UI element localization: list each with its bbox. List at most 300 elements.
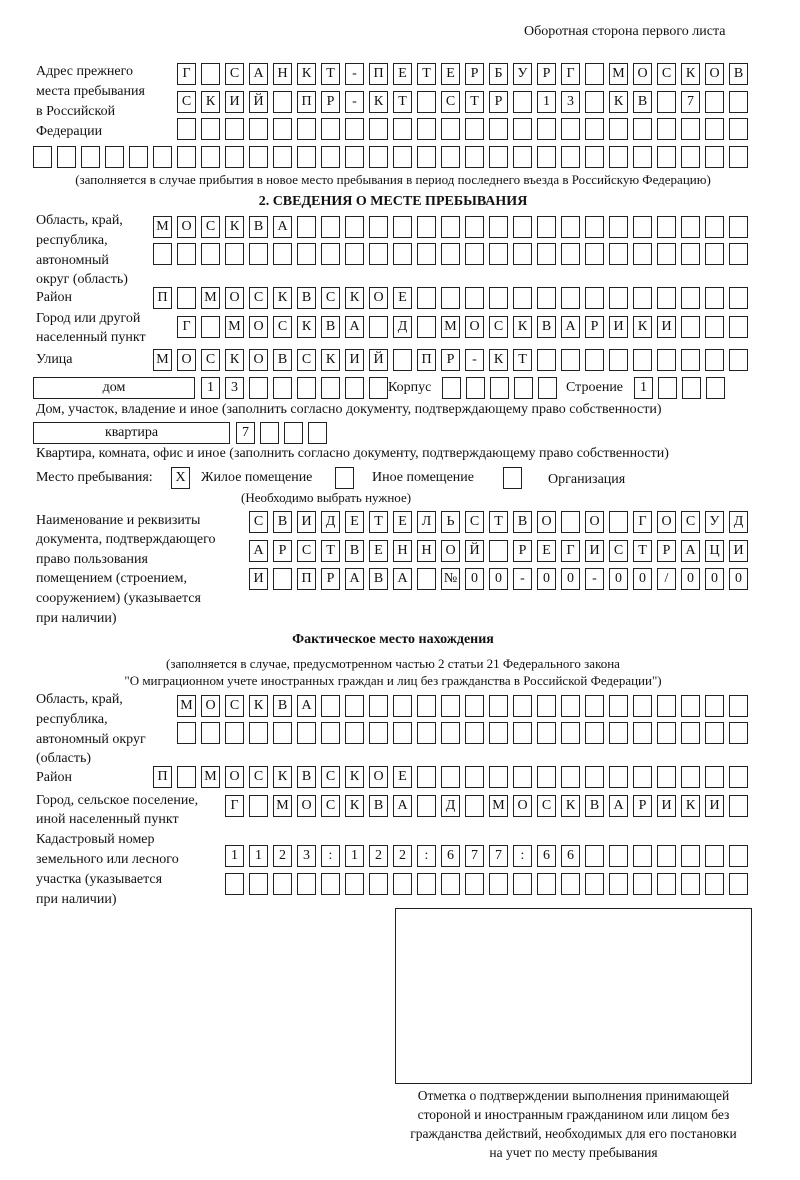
char-cell[interactable]: [489, 146, 508, 168]
char-cell[interactable]: К: [249, 695, 268, 717]
char-cell[interactable]: [705, 243, 724, 265]
char-cell[interactable]: С: [297, 540, 316, 562]
char-cell[interactable]: С: [249, 511, 268, 533]
char-cell[interactable]: К: [345, 766, 364, 788]
char-cell[interactable]: [177, 118, 196, 140]
char-cell[interactable]: Р: [633, 795, 652, 817]
apartment-type-field[interactable]: квартира: [33, 422, 230, 444]
char-cell[interactable]: [177, 287, 196, 309]
char-cell[interactable]: [441, 695, 460, 717]
char-cell[interactable]: [513, 146, 532, 168]
char-cell[interactable]: О: [297, 795, 316, 817]
char-cell[interactable]: Д: [441, 795, 460, 817]
char-cell[interactable]: 7: [489, 845, 508, 867]
char-cell[interactable]: [345, 216, 364, 238]
char-cell[interactable]: О: [249, 349, 268, 371]
char-cell[interactable]: [657, 118, 676, 140]
char-cell[interactable]: [321, 695, 340, 717]
char-cell[interactable]: [657, 91, 676, 113]
char-cell[interactable]: [585, 766, 604, 788]
char-cell[interactable]: [441, 287, 460, 309]
char-cell[interactable]: [417, 91, 436, 113]
char-cell[interactable]: [225, 873, 244, 895]
char-cell[interactable]: 0: [705, 568, 724, 590]
char-cell[interactable]: [609, 146, 628, 168]
char-cell[interactable]: [633, 146, 652, 168]
char-cell[interactable]: [585, 118, 604, 140]
char-cell[interactable]: О: [537, 511, 556, 533]
char-cell[interactable]: [249, 118, 268, 140]
char-cell[interactable]: А: [297, 695, 316, 717]
char-cell[interactable]: [417, 568, 436, 590]
char-cell[interactable]: [681, 316, 700, 338]
char-cell[interactable]: [609, 722, 628, 744]
char-cell[interactable]: [273, 568, 292, 590]
char-cell[interactable]: С: [297, 349, 316, 371]
char-cell[interactable]: [609, 243, 628, 265]
char-cell[interactable]: [681, 349, 700, 371]
char-cell[interactable]: [417, 118, 436, 140]
char-cell[interactable]: С: [249, 766, 268, 788]
char-cell[interactable]: [321, 243, 340, 265]
char-cell[interactable]: Т: [393, 91, 412, 113]
char-cell[interactable]: [369, 216, 388, 238]
char-cell[interactable]: [489, 118, 508, 140]
char-cell[interactable]: В: [369, 795, 388, 817]
char-cell[interactable]: [249, 243, 268, 265]
char-cell[interactable]: [609, 695, 628, 717]
char-cell[interactable]: [513, 722, 532, 744]
char-cell[interactable]: 3: [297, 845, 316, 867]
char-cell[interactable]: К: [297, 316, 316, 338]
char-cell[interactable]: [537, 349, 556, 371]
char-cell[interactable]: П: [297, 568, 316, 590]
char-cell[interactable]: М: [201, 766, 220, 788]
char-cell[interactable]: [561, 216, 580, 238]
char-cell[interactable]: [513, 216, 532, 238]
char-cell[interactable]: Е: [369, 540, 388, 562]
char-cell[interactable]: 7: [465, 845, 484, 867]
char-cell[interactable]: Р: [441, 349, 460, 371]
char-cell[interactable]: [729, 695, 748, 717]
char-cell[interactable]: [201, 316, 220, 338]
char-cell[interactable]: [417, 766, 436, 788]
char-cell[interactable]: [561, 287, 580, 309]
char-cell[interactable]: В: [633, 91, 652, 113]
char-cell[interactable]: [609, 873, 628, 895]
char-cell[interactable]: И: [585, 540, 604, 562]
char-cell[interactable]: С: [657, 63, 676, 85]
char-cell[interactable]: [153, 146, 172, 168]
char-cell[interactable]: [177, 766, 196, 788]
char-cell[interactable]: [681, 216, 700, 238]
char-cell[interactable]: [369, 146, 388, 168]
char-cell[interactable]: [177, 722, 196, 744]
char-cell[interactable]: [729, 316, 748, 338]
char-cell[interactable]: О: [441, 540, 460, 562]
char-cell[interactable]: [681, 845, 700, 867]
char-cell[interactable]: [201, 63, 220, 85]
char-cell[interactable]: [514, 377, 533, 399]
char-cell[interactable]: Р: [273, 540, 292, 562]
char-cell[interactable]: К: [513, 316, 532, 338]
char-cell[interactable]: [729, 146, 748, 168]
char-cell[interactable]: [561, 873, 580, 895]
char-cell[interactable]: [393, 216, 412, 238]
char-cell[interactable]: [513, 766, 532, 788]
char-cell[interactable]: И: [657, 795, 676, 817]
char-cell[interactable]: С: [249, 287, 268, 309]
char-cell[interactable]: [537, 243, 556, 265]
char-cell[interactable]: [657, 722, 676, 744]
char-cell[interactable]: [537, 146, 556, 168]
char-cell[interactable]: [729, 766, 748, 788]
char-cell[interactable]: [633, 722, 652, 744]
char-cell[interactable]: [537, 766, 556, 788]
char-cell[interactable]: [201, 722, 220, 744]
char-cell[interactable]: Е: [345, 511, 364, 533]
char-cell[interactable]: [633, 118, 652, 140]
char-cell[interactable]: И: [345, 349, 364, 371]
char-cell[interactable]: Ь: [441, 511, 460, 533]
char-cell[interactable]: [369, 316, 388, 338]
char-cell[interactable]: 1: [537, 91, 556, 113]
char-cell[interactable]: [633, 845, 652, 867]
char-cell[interactable]: [417, 216, 436, 238]
char-cell[interactable]: 0: [489, 568, 508, 590]
char-cell[interactable]: С: [177, 91, 196, 113]
char-cell[interactable]: О: [369, 766, 388, 788]
char-cell[interactable]: [297, 873, 316, 895]
char-cell[interactable]: [465, 118, 484, 140]
char-cell[interactable]: [705, 146, 724, 168]
char-cell[interactable]: [489, 216, 508, 238]
char-cell[interactable]: Д: [393, 316, 412, 338]
char-cell[interactable]: -: [585, 568, 604, 590]
char-cell[interactable]: [729, 287, 748, 309]
char-cell[interactable]: 1: [634, 377, 653, 399]
char-cell[interactable]: Т: [321, 540, 340, 562]
char-cell[interactable]: Т: [321, 63, 340, 85]
char-cell[interactable]: [513, 91, 532, 113]
char-cell[interactable]: [705, 766, 724, 788]
char-cell[interactable]: [489, 243, 508, 265]
char-cell[interactable]: О: [201, 695, 220, 717]
char-cell[interactable]: [57, 146, 76, 168]
char-cell[interactable]: А: [393, 795, 412, 817]
char-cell[interactable]: [537, 216, 556, 238]
char-cell[interactable]: Р: [657, 540, 676, 562]
char-cell[interactable]: 0: [537, 568, 556, 590]
char-cell[interactable]: М: [153, 216, 172, 238]
char-cell[interactable]: [393, 243, 412, 265]
char-cell[interactable]: Г: [633, 511, 652, 533]
char-cell[interactable]: С: [537, 795, 556, 817]
char-cell[interactable]: Р: [465, 63, 484, 85]
char-cell[interactable]: [633, 243, 652, 265]
char-cell[interactable]: [705, 316, 724, 338]
char-cell[interactable]: [417, 795, 436, 817]
char-cell[interactable]: [393, 873, 412, 895]
char-cell[interactable]: П: [417, 349, 436, 371]
char-cell[interactable]: В: [537, 316, 556, 338]
char-cell[interactable]: 1: [225, 845, 244, 867]
house-type-field[interactable]: дом: [33, 377, 195, 399]
char-cell[interactable]: С: [489, 316, 508, 338]
char-cell[interactable]: [345, 722, 364, 744]
char-cell[interactable]: [682, 377, 701, 399]
char-cell[interactable]: П: [153, 766, 172, 788]
char-cell[interactable]: 6: [561, 845, 580, 867]
char-cell[interactable]: 6: [441, 845, 460, 867]
char-cell[interactable]: Г: [225, 795, 244, 817]
char-cell[interactable]: [465, 722, 484, 744]
char-cell[interactable]: М: [153, 349, 172, 371]
char-cell[interactable]: [537, 873, 556, 895]
char-cell[interactable]: [297, 722, 316, 744]
char-cell[interactable]: К: [225, 349, 244, 371]
char-cell[interactable]: [729, 795, 748, 817]
char-cell[interactable]: 0: [729, 568, 748, 590]
char-cell[interactable]: К: [561, 795, 580, 817]
char-cell[interactable]: [705, 873, 724, 895]
char-cell[interactable]: [273, 118, 292, 140]
char-cell[interactable]: [369, 243, 388, 265]
char-cell[interactable]: [273, 722, 292, 744]
char-cell[interactable]: [513, 118, 532, 140]
char-cell[interactable]: [260, 422, 279, 444]
char-cell[interactable]: В: [321, 316, 340, 338]
char-cell[interactable]: М: [441, 316, 460, 338]
char-cell[interactable]: [681, 146, 700, 168]
char-cell[interactable]: [345, 377, 364, 399]
char-cell[interactable]: :: [513, 845, 532, 867]
char-cell[interactable]: И: [729, 540, 748, 562]
char-cell[interactable]: [490, 377, 509, 399]
char-cell[interactable]: [273, 243, 292, 265]
char-cell[interactable]: [441, 118, 460, 140]
char-cell[interactable]: [249, 377, 268, 399]
char-cell[interactable]: [345, 695, 364, 717]
checkbox-residential[interactable]: X: [171, 467, 190, 489]
char-cell[interactable]: [489, 766, 508, 788]
char-cell[interactable]: С: [225, 695, 244, 717]
char-cell[interactable]: 2: [273, 845, 292, 867]
char-cell[interactable]: /: [657, 568, 676, 590]
char-cell[interactable]: [417, 146, 436, 168]
char-cell[interactable]: О: [225, 766, 244, 788]
char-cell[interactable]: [225, 722, 244, 744]
char-cell[interactable]: [489, 540, 508, 562]
char-cell[interactable]: Г: [177, 63, 196, 85]
char-cell[interactable]: [441, 722, 460, 744]
char-cell[interactable]: [561, 349, 580, 371]
char-cell[interactable]: [249, 146, 268, 168]
char-cell[interactable]: [585, 845, 604, 867]
char-cell[interactable]: [561, 243, 580, 265]
char-cell[interactable]: [441, 216, 460, 238]
char-cell[interactable]: Е: [441, 63, 460, 85]
char-cell[interactable]: [705, 118, 724, 140]
char-cell[interactable]: [201, 243, 220, 265]
char-cell[interactable]: Е: [537, 540, 556, 562]
char-cell[interactable]: О: [177, 216, 196, 238]
char-cell[interactable]: [249, 795, 268, 817]
char-cell[interactable]: 2: [393, 845, 412, 867]
char-cell[interactable]: А: [561, 316, 580, 338]
char-cell[interactable]: [729, 722, 748, 744]
char-cell[interactable]: С: [273, 316, 292, 338]
char-cell[interactable]: [321, 722, 340, 744]
char-cell[interactable]: [729, 243, 748, 265]
char-cell[interactable]: [273, 91, 292, 113]
char-cell[interactable]: [369, 695, 388, 717]
char-cell[interactable]: [705, 216, 724, 238]
char-cell[interactable]: [442, 377, 461, 399]
char-cell[interactable]: [537, 118, 556, 140]
char-cell[interactable]: Т: [513, 349, 532, 371]
char-cell[interactable]: [177, 243, 196, 265]
char-cell[interactable]: [466, 377, 485, 399]
char-cell[interactable]: В: [249, 216, 268, 238]
char-cell[interactable]: [537, 287, 556, 309]
char-cell[interactable]: К: [345, 287, 364, 309]
char-cell[interactable]: [417, 316, 436, 338]
char-cell[interactable]: М: [273, 795, 292, 817]
char-cell[interactable]: [561, 146, 580, 168]
char-cell[interactable]: №: [441, 568, 460, 590]
char-cell[interactable]: Й: [249, 91, 268, 113]
char-cell[interactable]: [657, 695, 676, 717]
char-cell[interactable]: К: [321, 349, 340, 371]
char-cell[interactable]: [561, 722, 580, 744]
char-cell[interactable]: [585, 722, 604, 744]
char-cell[interactable]: [633, 766, 652, 788]
char-cell[interactable]: [393, 118, 412, 140]
char-cell[interactable]: 0: [465, 568, 484, 590]
char-cell[interactable]: И: [225, 91, 244, 113]
char-cell[interactable]: К: [633, 316, 652, 338]
char-cell[interactable]: [657, 216, 676, 238]
char-cell[interactable]: 2: [369, 845, 388, 867]
char-cell[interactable]: [585, 873, 604, 895]
char-cell[interactable]: И: [609, 316, 628, 338]
char-cell[interactable]: И: [705, 795, 724, 817]
char-cell[interactable]: [705, 845, 724, 867]
char-cell[interactable]: -: [513, 568, 532, 590]
char-cell[interactable]: Г: [177, 316, 196, 338]
char-cell[interactable]: [321, 873, 340, 895]
char-cell[interactable]: [633, 287, 652, 309]
char-cell[interactable]: [489, 695, 508, 717]
char-cell[interactable]: Р: [537, 63, 556, 85]
char-cell[interactable]: В: [369, 568, 388, 590]
char-cell[interactable]: И: [657, 316, 676, 338]
char-cell[interactable]: [465, 243, 484, 265]
char-cell[interactable]: В: [513, 511, 532, 533]
char-cell[interactable]: [585, 63, 604, 85]
char-cell[interactable]: С: [321, 287, 340, 309]
char-cell[interactable]: С: [465, 511, 484, 533]
char-cell[interactable]: [345, 873, 364, 895]
char-cell[interactable]: Т: [369, 511, 388, 533]
char-cell[interactable]: Н: [393, 540, 412, 562]
char-cell[interactable]: [129, 146, 148, 168]
char-cell[interactable]: [657, 873, 676, 895]
char-cell[interactable]: [609, 287, 628, 309]
char-cell[interactable]: [609, 216, 628, 238]
char-cell[interactable]: [657, 845, 676, 867]
char-cell[interactable]: [489, 287, 508, 309]
char-cell[interactable]: Г: [561, 540, 580, 562]
char-cell[interactable]: [585, 695, 604, 717]
char-cell[interactable]: :: [417, 845, 436, 867]
char-cell[interactable]: О: [513, 795, 532, 817]
char-cell[interactable]: [417, 873, 436, 895]
char-cell[interactable]: [369, 873, 388, 895]
char-cell[interactable]: М: [489, 795, 508, 817]
char-cell[interactable]: [297, 216, 316, 238]
char-cell[interactable]: [633, 216, 652, 238]
char-cell[interactable]: -: [345, 63, 364, 85]
char-cell[interactable]: [321, 118, 340, 140]
char-cell[interactable]: [657, 146, 676, 168]
char-cell[interactable]: [513, 695, 532, 717]
char-cell[interactable]: [369, 118, 388, 140]
char-cell[interactable]: К: [681, 63, 700, 85]
char-cell[interactable]: [657, 766, 676, 788]
char-cell[interactable]: В: [273, 349, 292, 371]
char-cell[interactable]: 1: [201, 377, 220, 399]
char-cell[interactable]: [441, 873, 460, 895]
char-cell[interactable]: В: [585, 795, 604, 817]
char-cell[interactable]: С: [225, 63, 244, 85]
char-cell[interactable]: [465, 795, 484, 817]
char-cell[interactable]: О: [369, 287, 388, 309]
char-cell[interactable]: [369, 722, 388, 744]
char-cell[interactable]: [273, 873, 292, 895]
char-cell[interactable]: 7: [236, 422, 255, 444]
char-cell[interactable]: А: [273, 216, 292, 238]
char-cell[interactable]: [249, 873, 268, 895]
char-cell[interactable]: [537, 722, 556, 744]
char-cell[interactable]: Е: [393, 766, 412, 788]
char-cell[interactable]: [321, 377, 340, 399]
char-cell[interactable]: Л: [417, 511, 436, 533]
char-cell[interactable]: М: [201, 287, 220, 309]
char-cell[interactable]: 3: [561, 91, 580, 113]
char-cell[interactable]: [201, 118, 220, 140]
char-cell[interactable]: А: [249, 63, 268, 85]
char-cell[interactable]: А: [249, 540, 268, 562]
char-cell[interactable]: [658, 377, 677, 399]
char-cell[interactable]: В: [273, 511, 292, 533]
char-cell[interactable]: [465, 287, 484, 309]
char-cell[interactable]: [657, 349, 676, 371]
char-cell[interactable]: О: [465, 316, 484, 338]
char-cell[interactable]: [297, 243, 316, 265]
char-cell[interactable]: 6: [537, 845, 556, 867]
char-cell[interactable]: Т: [417, 63, 436, 85]
char-cell[interactable]: [393, 146, 412, 168]
char-cell[interactable]: [417, 722, 436, 744]
char-cell[interactable]: [561, 511, 580, 533]
char-cell[interactable]: [297, 377, 316, 399]
char-cell[interactable]: К: [609, 91, 628, 113]
char-cell[interactable]: -: [465, 349, 484, 371]
char-cell[interactable]: С: [201, 349, 220, 371]
char-cell[interactable]: [585, 146, 604, 168]
